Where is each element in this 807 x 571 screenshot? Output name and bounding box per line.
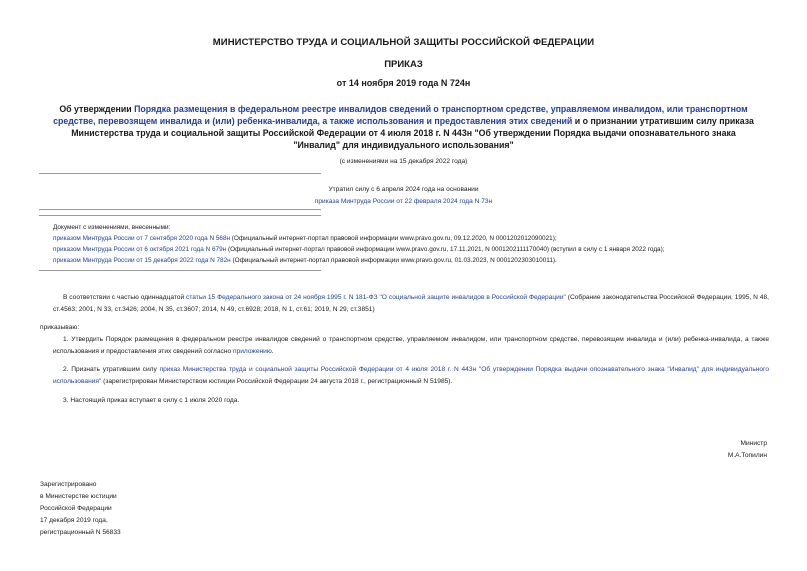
registration-line: Зарегистрировано — [40, 481, 97, 488]
document-type: ПРИКАЗ — [384, 59, 423, 70]
signature-position: Министр — [740, 440, 767, 447]
divider — [39, 209, 321, 210]
divider — [39, 270, 321, 271]
document-date: от 14 ноября 2019 года N 724н — [336, 78, 471, 88]
lost-force-link[interactable]: приказа Минтруда России от 22 февраля 2024 года N 73н — [314, 198, 493, 205]
registration-line: 17 декабря 2019 года, — [40, 517, 108, 524]
appendix-link[interactable]: приложению — [233, 348, 272, 355]
point-3: 3. Настоящий приказ вступает в силу с 1 июля 2020 года. — [63, 397, 240, 404]
amendments-intro: Документ с изменениями, внесенными: — [53, 224, 171, 231]
preamble-text: (Собрание законодательства Российской Федерации, 1995, N 48, ст.4563; 2001, N 33, ст.3426; 2004, N 35, ст.3607; 2014, N 49, ст.6928; 2018, N 1, ст.61; 2019, N 29, ст.3851) — [53, 294, 769, 313]
edited-note: (с изменениями на 15 декабря 2022 года) — [339, 158, 468, 165]
registration-line: в Министерстве юстиции — [40, 493, 117, 500]
point-text: 2. Признать утратившим силу — [63, 366, 160, 373]
lost-force-text: Утратил силу с 6 апреля 2024 года на основании — [328, 186, 479, 193]
amendment-link[interactable]: приказом Минтруда России от 7 сентября 2020 года N 568н — [53, 235, 231, 242]
lost-force-note — [200, 184, 607, 208]
point-text: 1. Утвердить Порядок размещения в федеральном реестре инвалидов сведений о транспортном средстве, управляемом инвалидом, или транспортном средстве, перевозящем инвалида и (или) ребенка-инвалида, а также использования и предоставления этих сведений согласно — [53, 336, 769, 355]
title-link[interactable]: Порядка размещения в федеральном реестре инвалидов сведений о транспортном средстве, управляемом инвалидом, или транспортном средстве, перевозящем инвалида и (или) ребенка-инвалида, а также использования и предоставления этих сведений — [53, 104, 748, 126]
law-link[interactable]: статьи 15 Федерального закона от 24 ноября 1995 г. N 181-ФЗ "О социальной защите инвалидов в Российской Федерации" — [186, 294, 566, 301]
document-title — [52, 103, 755, 151]
title-prefix: Об утверждении — [59, 104, 135, 114]
point-1 — [53, 334, 769, 358]
order-word: приказываю: — [40, 324, 80, 331]
registration-block — [40, 479, 121, 539]
title-suffix: и о признании утратившим силу приказа Министерства труда и социальной защиты Российской Федерации от 4 июля 2018 г. N 443н "Об утверждении Порядка выдачи опознавательного знака "Инвалид" для индивидуального использования" — [71, 116, 754, 150]
divider — [39, 215, 321, 216]
repealed-order-link[interactable]: приказ Министерства труда и социальной защиты Российской Федерации от 4 июля 2018 г. N 443н "Об утверждении Порядка выдачи опознавательного знака "Инвалид" для индивидуального использования" — [53, 366, 769, 385]
registration-line: Российской Федерации — [40, 505, 112, 512]
point-text: (зарегистрирован Министерством юстиции Российской Федерации 24 августа 2018 г., регистрационный N 51985). — [101, 378, 453, 385]
divider — [39, 173, 321, 174]
amendment-item — [53, 255, 557, 267]
preamble — [53, 292, 769, 316]
ministry-name: МИНИСТЕРСТВО ТРУДА И СОЦИАЛЬНОЙ ЗАЩИТЫ РОССИЙСКОЙ ФЕДЕРАЦИИ — [212, 37, 595, 48]
point-2 — [53, 364, 769, 388]
registration-line: регистрационный N 56833 — [40, 529, 121, 536]
preamble-text: В соответствии с частью одиннадцатой — [63, 294, 187, 301]
amendment-text: (Официальный интернет-портал правовой информации www.pravo.gov.ru, 17.11.2021, N 0001202111170040) (вступил в силу с 1 января 2022 года); — [226, 246, 665, 253]
amendment-link[interactable]: приказом Минтруда России от 15 декабря 2022 года N 782н — [53, 257, 231, 264]
signature-name: М.А.Топилин — [727, 452, 767, 459]
point-text: . — [271, 348, 274, 355]
amendment-link[interactable]: приказом Минтруда России от 6 октября 2021 года N 679н — [53, 246, 227, 253]
amendment-text: (Официальный интернет-портал правовой информации www.pravo.gov.ru, 09.12.2020, N 0001202012090021); — [230, 235, 557, 242]
amendment-text: (Официальный интернет-портал правовой информации www.pravo.gov.ru, 01.03.2023, N 0001202303010011). — [230, 257, 557, 264]
